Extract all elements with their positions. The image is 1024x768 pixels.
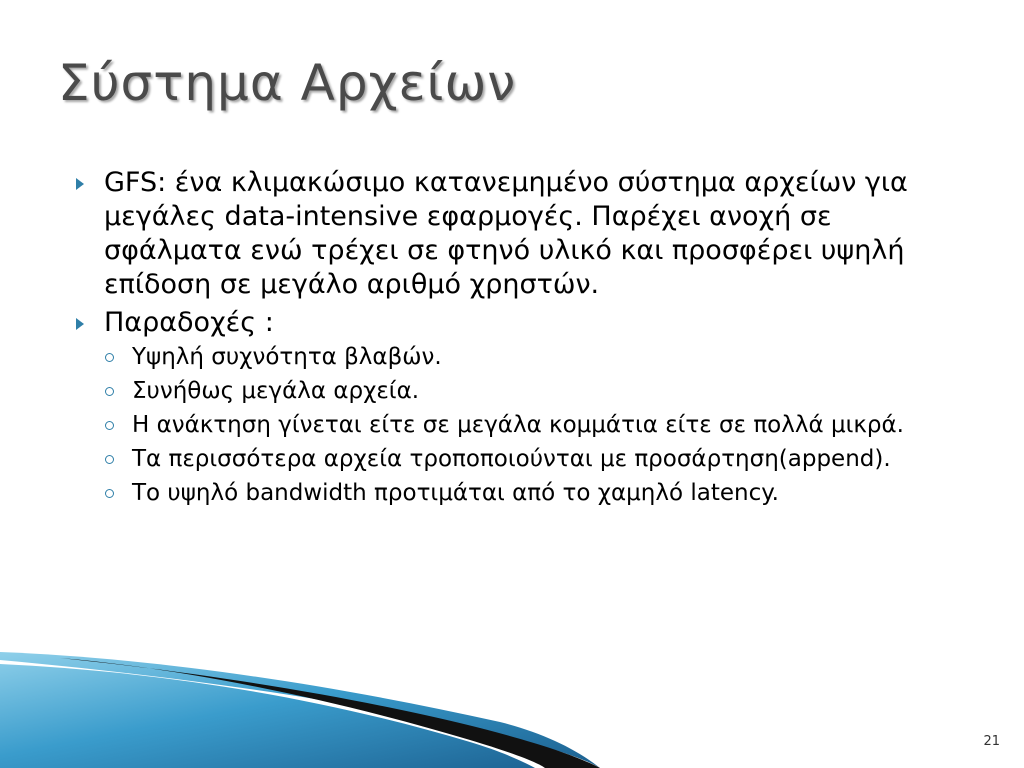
sub-bullet-item	[72, 480, 972, 506]
sub-bullet-list	[72, 344, 972, 506]
sub-bullet-item	[72, 446, 972, 472]
sub-bullet-text: Υψηλή συχνότητα βλαβών.	[132, 344, 442, 370]
bullet-text: Παραδοχές :	[104, 307, 274, 338]
slide-content	[72, 166, 972, 514]
circle-bullet-icon	[105, 387, 114, 396]
bullet-text: GFS: ένα κλιμακώσιμο κατανεμημένο σύστημα αρχείων για μεγάλες data-intensive εφαρμογές. Παρέχει ανοχή σε σφάλματα ενώ τρέχει σε φτηνό υλικό και προσφέρει υψηλή επίδοση σε μεγάλο αριθμό χρηστών.	[104, 167, 908, 300]
triangle-bullet-icon	[76, 178, 84, 190]
circle-bullet-icon	[105, 489, 114, 498]
sub-bullet-text: Το υψηλό bandwidth προτιμάται από το χαμηλό latency.	[132, 480, 779, 506]
sub-bullet-item	[72, 344, 972, 370]
sub-bullet-item	[72, 412, 972, 438]
circle-bullet-icon	[105, 455, 114, 464]
sub-bullet-item	[72, 378, 972, 404]
sub-bullet-text: Συνήθως μεγάλα αρχεία.	[132, 378, 420, 404]
sub-bullet-text: Η ανάκτηση γίνεται είτε σε μεγάλα κομμάτια είτε σε πολλά μικρά.	[132, 412, 904, 438]
bullet-item-gfs	[72, 166, 972, 302]
triangle-bullet-icon	[76, 318, 84, 330]
bullet-item-assumptions	[72, 306, 972, 340]
page-number: 21	[983, 734, 1000, 749]
slide-title: Σύστημα Αρχείων	[58, 54, 517, 112]
circle-bullet-icon	[105, 353, 114, 362]
sub-bullet-text: Τα περισσότερα αρχεία τροποποιούνται με προσάρτηση(append).	[132, 446, 891, 472]
circle-bullet-icon	[105, 421, 114, 430]
